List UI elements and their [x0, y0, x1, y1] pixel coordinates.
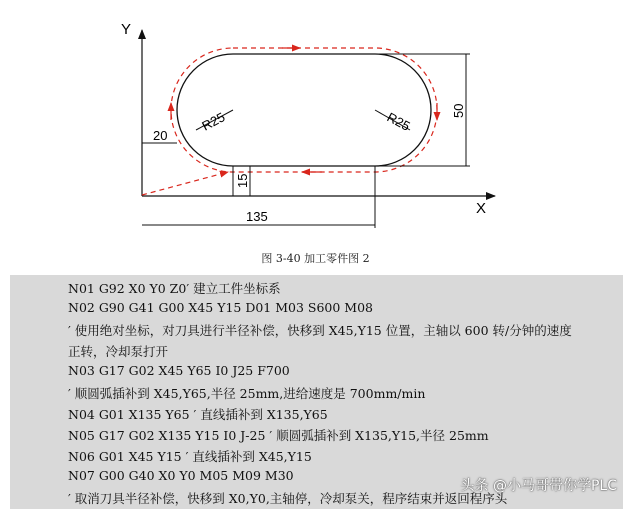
x-axis-label: X — [476, 200, 487, 217]
dim-135-label: 135 — [246, 209, 268, 224]
radius-label-right: R25 — [384, 109, 413, 134]
rapid-move-path — [142, 172, 228, 195]
program-line: N06 G01 X45 Y15 ′ 直线插补到 X45,Y15 — [68, 449, 312, 464]
drawing-svg — [0, 0, 631, 245]
program-line: N01 G92 X0 Y0 Z0′ 建立工件坐标系 — [68, 281, 281, 296]
figure-caption: 图 3-40 加工零件图 2 — [261, 252, 370, 265]
radius-label-left: R25 — [199, 109, 228, 134]
y-axis-label: Y — [121, 21, 132, 38]
dim-50-label: 50 — [451, 103, 466, 118]
tool-path — [171, 48, 437, 172]
program-line: N03 G17 G02 X45 Y65 I0 J25 F700 — [68, 363, 290, 378]
program-line: N02 G90 G41 G00 X45 Y15 D01 M03 S600 M08 — [68, 300, 373, 315]
watermark: 头条 @小马哥带你学PLC — [460, 478, 617, 494]
program-line: N04 G01 X135 Y65 ′ 直线插补到 X135,Y65 — [68, 407, 328, 422]
dim-15-label: 15 — [235, 173, 250, 188]
nc-program-panel — [10, 275, 623, 509]
program-line: ′ 使用绝对坐标，对刀具进行半径补偿，快移到 X45,Y15 位置，主轴以 600 转/分钟的速度 — [68, 323, 572, 338]
program-line: ′ 取消刀具半径补偿，快移到 X0,Y0,主轴停，冷却泵关，程序结束并返回程序头 — [68, 491, 508, 506]
program-line: ′ 顺圆弧插补到 X45,Y65,半径 25mm,进给速度是 700mm/min — [68, 386, 426, 401]
program-line: N05 G17 G02 X135 Y15 I0 J-25 ′ 顺圆弧插补到 X135,Y15,半径 25mm — [68, 428, 489, 443]
machining-drawing — [0, 0, 631, 245]
dim-20-label: 20 — [153, 128, 168, 143]
program-line: N07 G00 G40 X0 Y0 M05 M09 M30 — [68, 468, 294, 483]
program-line: 正转，冷却泵打开 — [68, 344, 169, 359]
